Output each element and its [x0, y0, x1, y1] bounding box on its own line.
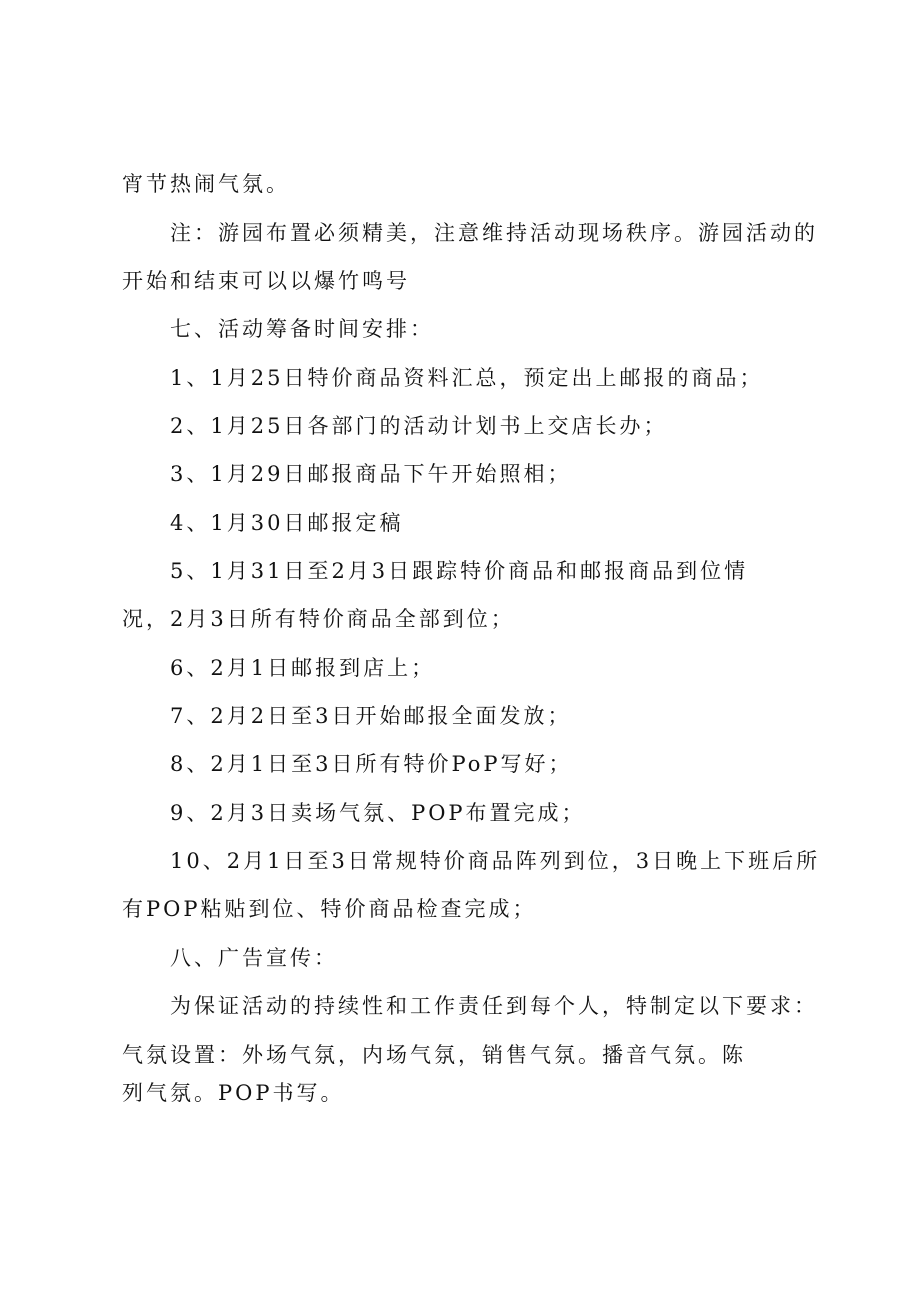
schedule-item: 4、1月30日邮报定稿	[170, 511, 404, 535]
schedule-item-continued: 有POP粘贴到位、特价商品检查完成；	[122, 897, 537, 921]
schedule-item: 2、1月25日各部门的活动计划书上交店长办；	[170, 414, 668, 438]
schedule-item: 8、2月1日至3日所有特价PoP写好；	[170, 752, 573, 776]
schedule-item: 3、1月29日邮报商品下午开始照相；	[170, 462, 572, 486]
note-line: 注：游园布置必须精美，注意维持活动现场秩序。游园活动的	[170, 221, 818, 245]
section-heading: 八、广告宣传：	[170, 946, 338, 970]
schedule-item: 6、2月1日邮报到店上；	[170, 656, 436, 680]
note-line-continued: 开始和结束可以以爆竹鸣号	[122, 269, 410, 293]
schedule-item: 1、1月25日特价商品资料汇总，预定出上邮报的商品；	[170, 366, 764, 390]
schedule-item: 10、2月1日至3日常规特价商品阵列到位，3日晚上下班后所	[170, 849, 821, 873]
body-paragraph: 气氛设置：外场气氛，内场气氛，销售气氛。播音气氛。陈	[122, 1043, 746, 1067]
schedule-item: 7、2月2日至3日开始邮报全面发放；	[170, 704, 572, 728]
schedule-item: 5、1月31日至2月3日跟踪特价商品和邮报商品到位情	[170, 559, 749, 583]
body-paragraph: 为保证活动的持续性和工作责任到每个人，特制定以下要求：	[170, 994, 818, 1018]
text-line: 宵节热闹气氛。	[122, 172, 290, 196]
schedule-item: 9、2月3日卖场气氛、POP布置完成；	[170, 801, 586, 825]
body-paragraph-continued: 列气氛。POP书写。	[122, 1081, 345, 1105]
section-heading: 七、活动筹备时间安排：	[170, 317, 434, 341]
schedule-item-continued: 况，2月3日所有特价商品全部到位；	[122, 607, 515, 631]
